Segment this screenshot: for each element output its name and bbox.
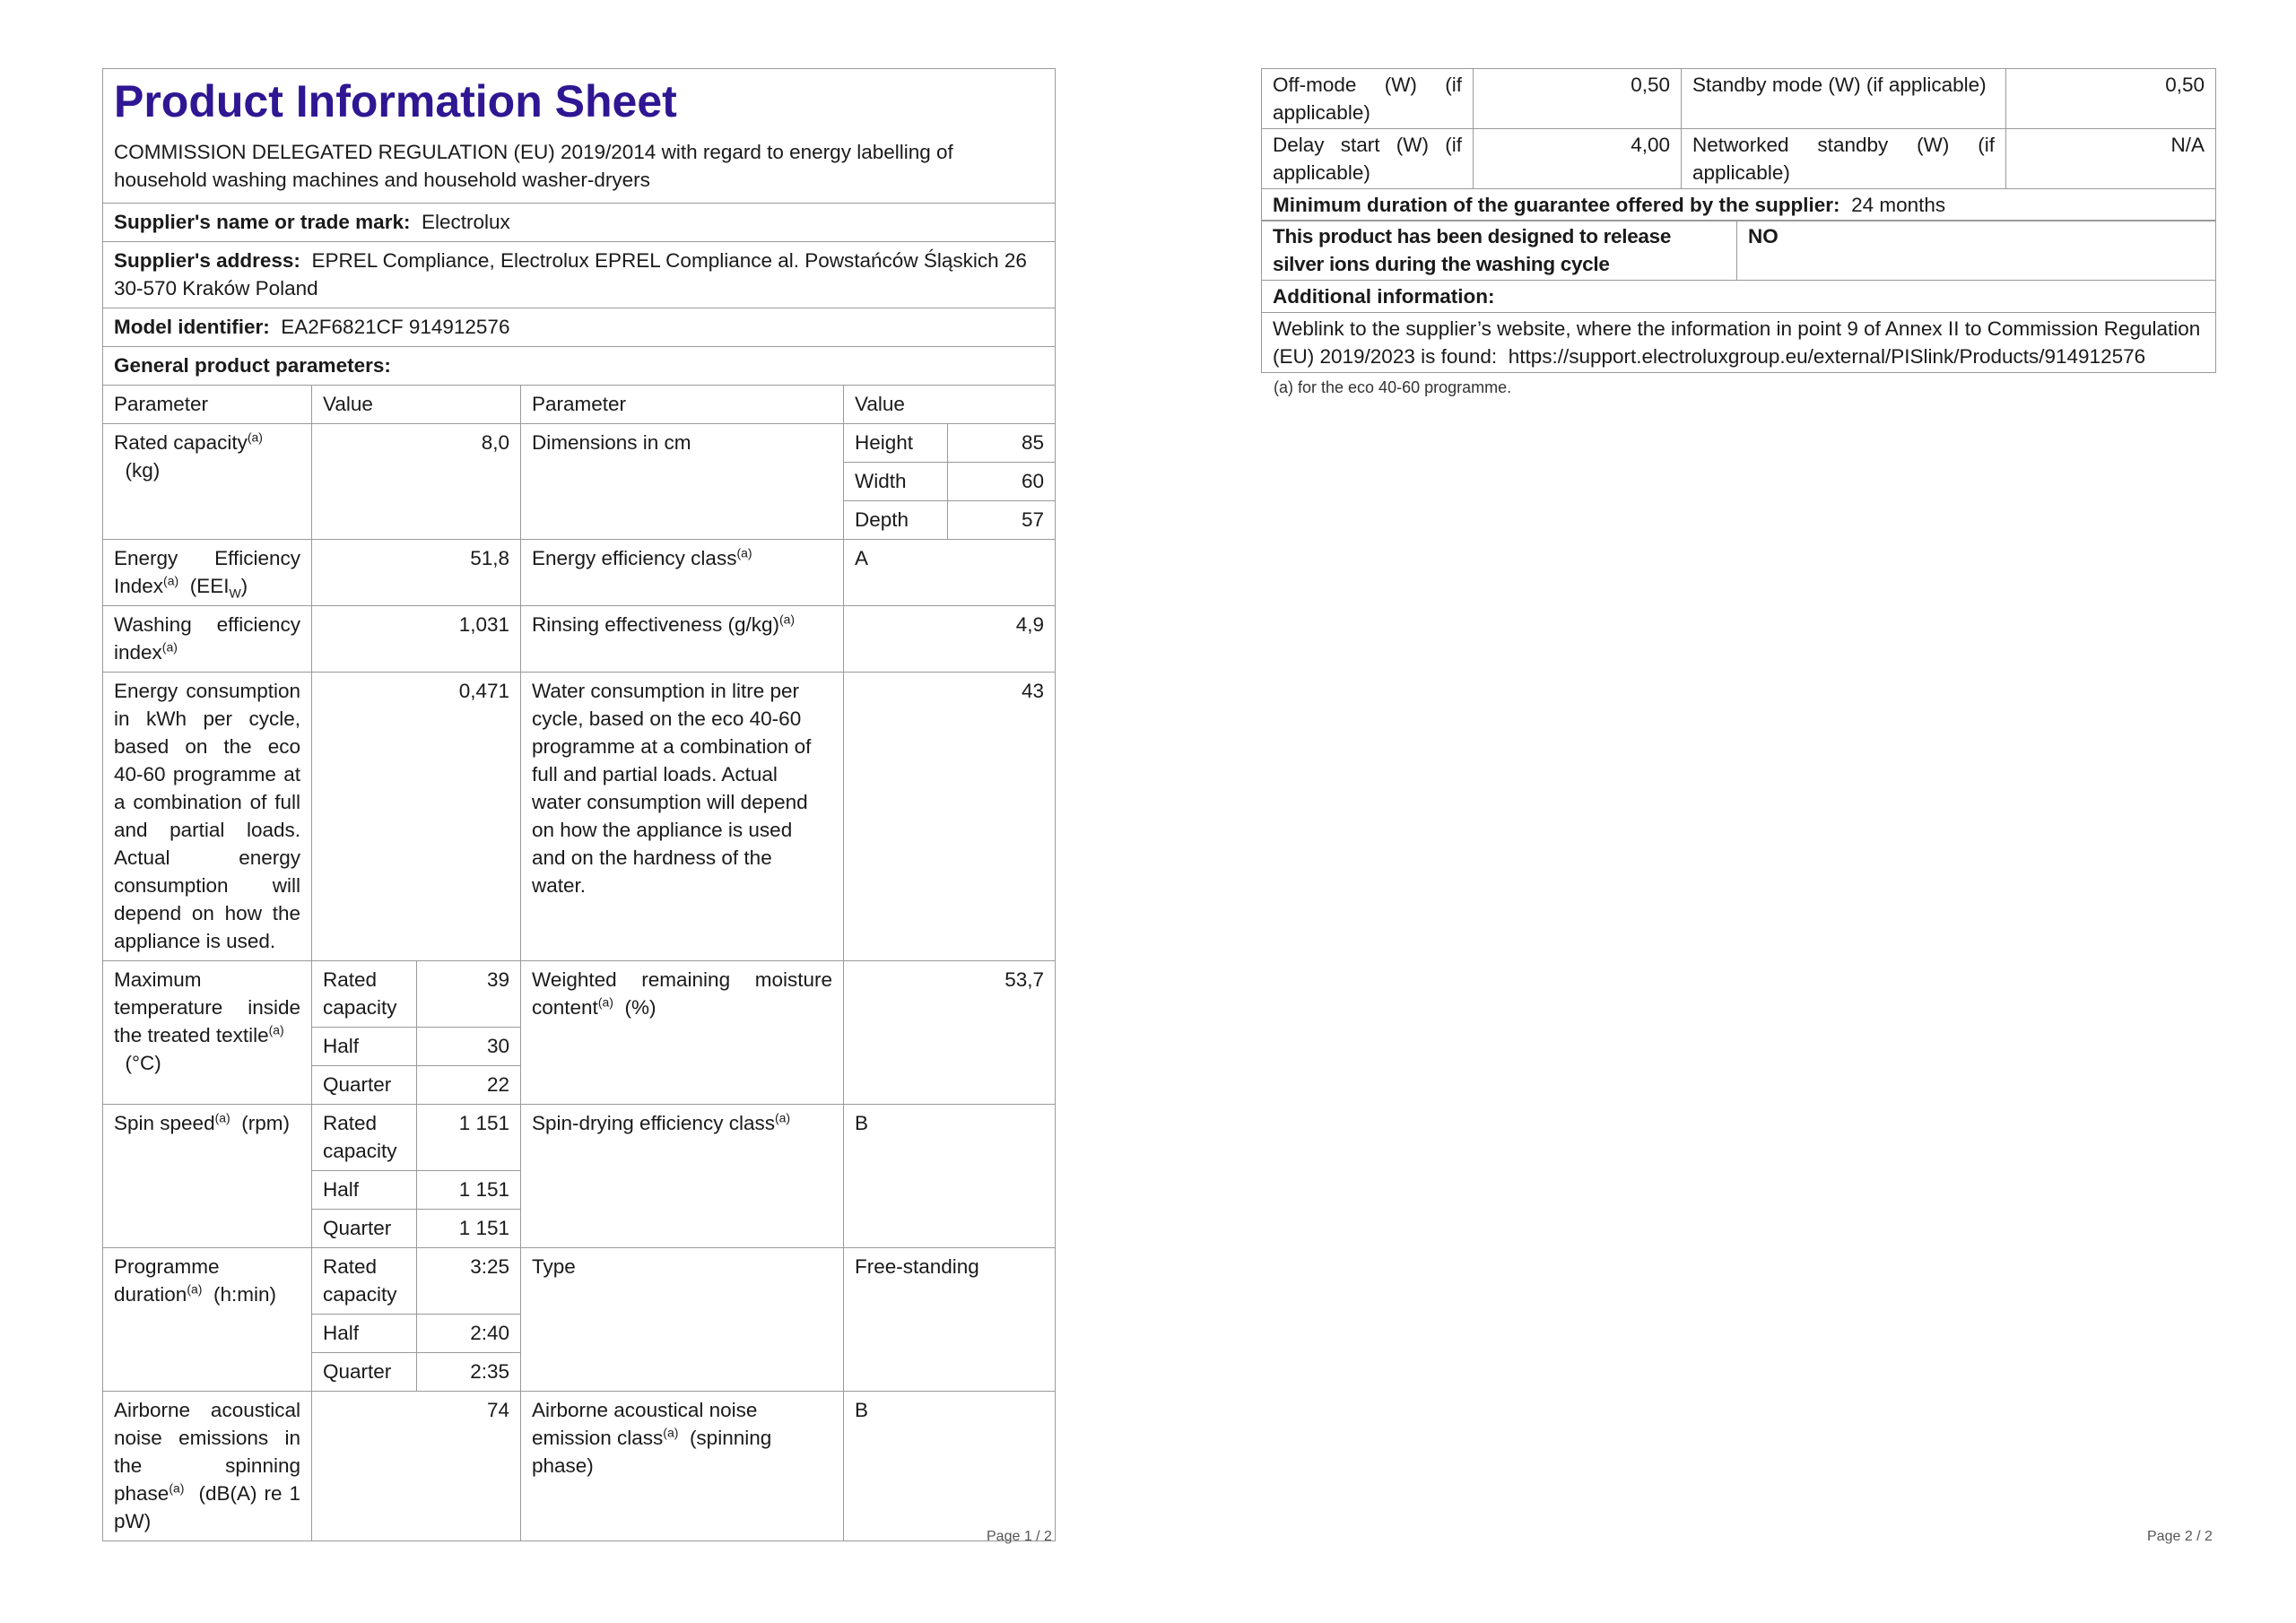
noise-label: Airborne acoustical noise emissions in the spinning phase$^{(a)}$ (dB(A) re 1 pW)	[103, 1392, 312, 1541]
supplier-name-label: Supplier's name or trade mark:	[114, 211, 411, 233]
column-header-row	[103, 386, 1056, 424]
duration-rated-value: 3:25	[417, 1248, 521, 1315]
supplier-address-label: Supplier's address:	[114, 249, 300, 272]
networked-standby-label: Networked standby (W) (if applicable)	[1682, 129, 2006, 189]
off-mode-label: Off-mode (W) (if applicable)	[1262, 69, 1474, 129]
model-value: EA2F6821CF 914912576	[281, 316, 510, 338]
product-info-table	[102, 68, 1056, 1541]
max-temp-rated-label: Rated capacity	[312, 961, 417, 1028]
type-value: Free-standing	[844, 1248, 1056, 1392]
page-1	[102, 68, 1055, 1541]
supplier-address-value: EPREL Compliance, Electrolux EPREL Compliance al. Powstańców Śląskich 26 30-570 Kraków Poland	[114, 249, 1027, 299]
rinsing-label: Rinsing effectiveness $(g/kg)^{(a)}$	[521, 606, 844, 673]
supplier-name-row	[103, 204, 1056, 242]
washing-efficiency-value: 1,031	[312, 606, 521, 673]
spin-rated-value: 1 151	[417, 1105, 521, 1171]
width-label: Width	[844, 463, 948, 501]
spin-speed-label: Spin speed$^{(a)}$ (rpm)	[103, 1105, 312, 1248]
spin-quarter-value: 1 151	[417, 1210, 521, 1248]
weblink-row	[1262, 313, 2216, 373]
regulation-text: COMMISSION DELEGATED REGULATION (EU) 2019/2014 with regard to energy labelling of household washing machines and household washer-dryers	[114, 141, 953, 191]
networked-standby-value: N/A	[2006, 129, 2216, 189]
rinsing-value: 4,9	[844, 606, 1056, 673]
duration-quarter-label: Quarter	[312, 1353, 417, 1392]
header-value: Value	[312, 386, 521, 424]
noise-class-value: B	[844, 1392, 1056, 1541]
max-temp-quarter-value: 22	[417, 1066, 521, 1105]
general-parameters-label: General product parameters:	[114, 354, 391, 377]
noise-class-label: Airborne acoustical noise emission class$^{(a)}$ (spinning phase)	[521, 1392, 844, 1541]
energy-class-value: A	[844, 540, 1056, 606]
spin-rated-label: Rated capacity	[312, 1105, 417, 1171]
model-row	[103, 308, 1056, 347]
standby-value: 0,50	[2006, 69, 2216, 129]
supplier-name-value: Electrolux	[421, 211, 510, 233]
duration-half-label: Half	[312, 1315, 417, 1353]
silver-ions-table	[1261, 220, 2216, 373]
type-label: Type	[521, 1248, 844, 1392]
duration-rated-label: Rated capacity	[312, 1248, 417, 1315]
additional-info-label: Additional information:	[1262, 281, 2216, 313]
silver-ions-label: This product has been designed to release silver ions during the washing cycle	[1262, 221, 1737, 281]
max-temp-rated-value: 39	[417, 961, 521, 1028]
height-value: 85	[948, 424, 1056, 463]
programme-duration-label: Programme duration$^{(a)}$ (h:min)	[103, 1248, 312, 1392]
eei-value: 51,8	[312, 540, 521, 606]
standby-label: Standby mode (W) (if applicable)	[1682, 69, 2006, 129]
washing-efficiency-label: Washing efficiency index$^{(a)}$	[103, 606, 312, 673]
footnote: (a) for the eco 40-60 programme.	[1274, 378, 1512, 397]
rated-capacity-value: 8,0	[312, 424, 521, 540]
energy-consumption-value: 0,471	[312, 673, 521, 961]
general-parameters-row	[103, 347, 1056, 386]
energy-consumption-label: Energy consumption in kWh per cycle, based on the eco 40-60 programme at a combination of full and partial loads. Actual energy consumption will depend on how the appliance is used.	[103, 673, 312, 961]
page-title: Product Information Sheet	[114, 76, 677, 126]
header-value-2: Value	[844, 386, 1056, 424]
header-parameter: Parameter	[103, 386, 312, 424]
delay-start-value: 4,00	[1474, 129, 1682, 189]
duration-quarter-value: 2:35	[417, 1353, 521, 1392]
water-consumption-value: 43	[844, 673, 1056, 961]
spin-class-label: Spin-drying efficiency class$^{(a)}$	[521, 1105, 844, 1248]
eei-label: Energy Efficiency Index$^{(a)}$ $(EEI_W)$	[103, 540, 312, 606]
spin-class-value: B	[844, 1105, 1056, 1248]
water-consumption-label: Water consumption in litre per cycle, based on the eco 40-60 programme at a combination of full and partial loads. Actual water consumption will depend on how the appliance is used and on the hardness of the water.	[521, 673, 844, 961]
noise-value: 74	[312, 1392, 521, 1541]
dimensions-label: Dimensions in cm	[521, 424, 844, 540]
spin-half-value: 1 151	[417, 1171, 521, 1210]
max-temperature-label: Maximum temperature inside the treated textile$^{(a)}$ (°C)	[103, 961, 312, 1105]
header-parameter-2: Parameter	[521, 386, 844, 424]
max-temp-half-label: Half	[312, 1028, 417, 1066]
rated-capacity-label: Rated capacity$^{(a)}$ (kg)	[103, 424, 312, 540]
spin-half-label: Half	[312, 1171, 417, 1210]
off-mode-value: 0,50	[1474, 69, 1682, 129]
guarantee-value: 24 months	[1851, 194, 1946, 216]
silver-ions-value: NO	[1737, 221, 2216, 281]
max-temp-half-value: 30	[417, 1028, 521, 1066]
width-value: 60	[948, 463, 1056, 501]
power-modes-table	[1261, 68, 2216, 221]
model-label: Model identifier:	[114, 316, 270, 338]
header-cell	[103, 69, 1056, 204]
height-label: Height	[844, 424, 948, 463]
depth-label: Depth	[844, 501, 948, 540]
weblink-url[interactable]: https://support.electroluxgroup.eu/external/PISlink/Products/914912576	[1508, 345, 2146, 369]
max-temp-quarter-label: Quarter	[312, 1066, 417, 1105]
page-2-footer: Page 2 / 2	[2147, 1529, 2213, 1544]
page-2	[1261, 68, 2215, 397]
supplier-address-row	[103, 242, 1056, 308]
moisture-label: Weighted remaining moisture content$^{(a)}$ (%)	[521, 961, 844, 1105]
page-1-footer: Page 1 / 2	[987, 1529, 1052, 1544]
depth-value: 57	[948, 501, 1056, 540]
guarantee-label: Minimum duration of the guarantee offered by the supplier:	[1273, 194, 1840, 216]
moisture-value: 53,7	[844, 961, 1056, 1105]
energy-class-label: Energy efficiency class$^{(a)}$	[521, 540, 844, 606]
spin-quarter-label: Quarter	[312, 1210, 417, 1248]
weblink-text: Weblink to the supplier’s website, where the information in point 9 of Annex II to Commission Regulation (EU) 2019/2023 is found:	[1273, 317, 2201, 369]
guarantee-row	[1262, 189, 2216, 221]
duration-half-value: 2:40	[417, 1315, 521, 1353]
delay-start-label: Delay start (W) (if applicable)	[1262, 129, 1474, 189]
